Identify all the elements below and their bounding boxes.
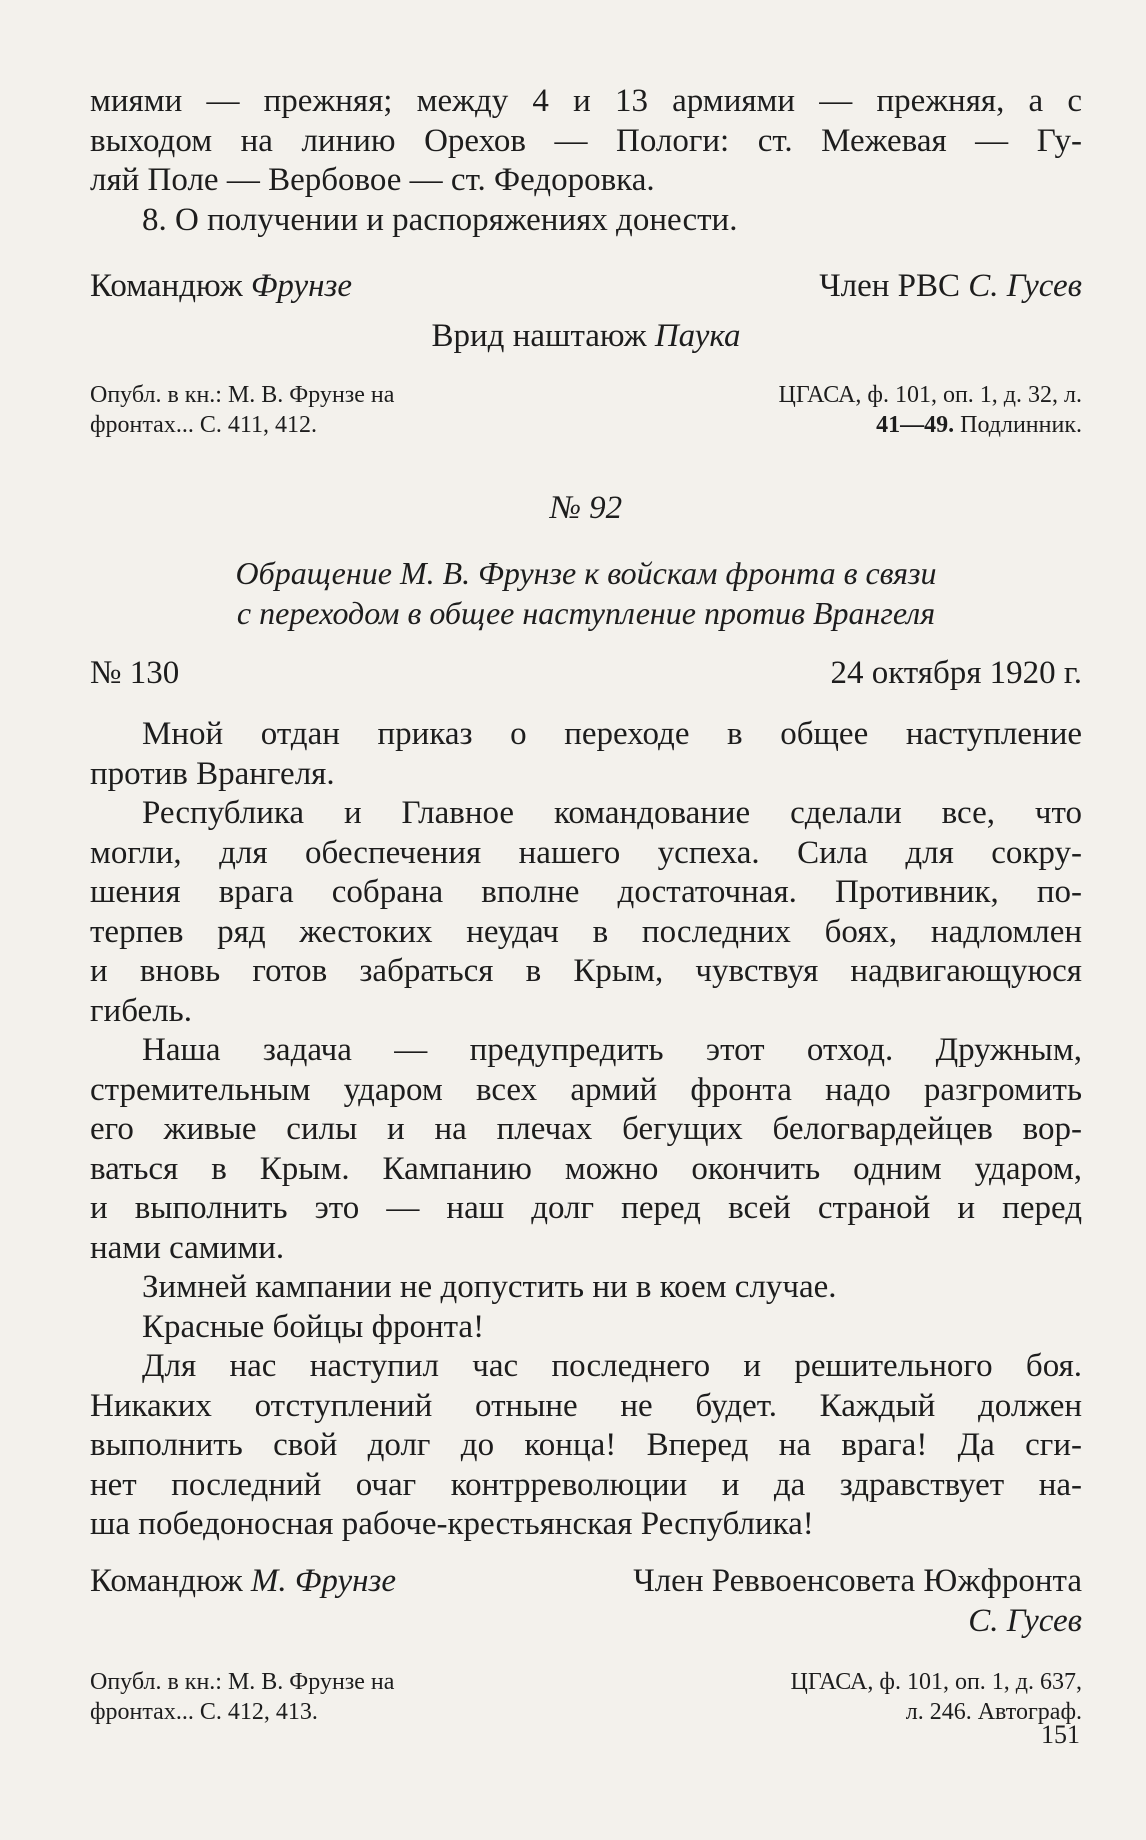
text-line: Республика и Главное командование сделали все, что (142, 795, 1082, 831)
text-line: ваться в Крым. Кампанию можно окончить одним ударом, (90, 1150, 1082, 1187)
text-line: гибель. (90, 992, 192, 1029)
signature-commander: Командюж М. Фрунзе (90, 1562, 397, 1599)
text-line: Для нас наступил час последнего и решительного боя. (142, 1348, 1082, 1384)
source-note-2 (90, 1667, 1082, 1727)
text-line: нами самими. (90, 1229, 285, 1266)
text-line: ляй Поле — Вербовое — ст. Федоровка. (90, 162, 655, 198)
text-line: миями — прежняя; между 4 и 13 армиями — прежняя, а с (90, 83, 1082, 119)
text-line: его живые силы и на плечах бегущих белогвардейцев вор- (90, 1111, 1082, 1147)
signature-revvoensovet-member: Член Реввоенсовета Южфронта (633, 1562, 1082, 1599)
appeal-body (90, 715, 1082, 1545)
document-page (90, 82, 1082, 1727)
page-number: 151 (1041, 1720, 1080, 1749)
text-line: выполнить свой долг до конца! Вперед на врага! Да сги- (90, 1427, 1082, 1463)
order-number: № 130 (90, 655, 180, 691)
text-line: и выполнить это — наш долг перед всей страной и перед (90, 1190, 1082, 1226)
order-date: 24 октября 1920 г. (830, 655, 1082, 691)
text-line: терпев ряд жестоких неудач в последних боях, надломлен (90, 913, 1082, 950)
signature-chief-of-staff: Врид наштаюж Паука (431, 318, 741, 354)
text-line: стремительным ударом всех армий фронта надо разгромить (90, 1071, 1082, 1108)
text-line: нет последний очаг контрреволюции и да здравствует на- (90, 1466, 1082, 1503)
text-line: ша победоносная рабоче-крестьянская Республика! (90, 1506, 814, 1542)
signatures-block-2 (90, 1561, 1082, 1641)
publication-reference: Опубл. в кн.: М. В. Фрунзе на фронтах... С. 411, 412. (90, 382, 395, 438)
text-line: Мной отдан приказ о переходе в общее наступление (142, 716, 1082, 752)
text-line: и вновь готов забраться в Крым, чувствуя надвигающуюся (90, 953, 1082, 989)
text-line: шения врага собрана вполне достаточная. Противник, по- (90, 874, 1082, 910)
signature-name: С. Гусев (968, 1602, 1082, 1639)
text-line: Красные бойцы фронта! (142, 1308, 485, 1345)
order-number-date (90, 653, 1082, 693)
signature-rvs-member: Член РВС С. Гусев (819, 268, 1082, 304)
publication-reference: Опубл. в кн.: М. В. Фрунзе на фронтах... С. 412, 413. (90, 1668, 395, 1725)
text-line: Никаких отступлений отныне не будет. Каждый должен (90, 1387, 1082, 1424)
document-title: Обращение М. В. Фрунзе к войскам фронта в связи с переходом в общее наступление против Врангеля (235, 555, 937, 631)
archive-reference: ЦГАСА, ф. 101, оп. 1, д. 32, л. 41—49. Подлинник. (778, 382, 1082, 438)
text-line: могли, для обеспечения нашего успеха. Сила для сокру- (90, 834, 1082, 871)
signature-commander: Командюж Фрунзе (90, 268, 353, 304)
continuation-text (90, 82, 1082, 240)
signatures-block-1 (90, 266, 1082, 356)
document-number: № 92 (549, 490, 623, 526)
text-line: выходом на линию Орехов — Пологи: ст. Межевая — Гу- (90, 122, 1082, 159)
text-line: 8. О получении и распоряжениях донести. (142, 201, 738, 238)
text-line: против Врангеля. (90, 755, 335, 792)
text-line: Зимней кампании не допустить ни в коем случае. (142, 1269, 837, 1305)
source-note-1 (90, 380, 1082, 440)
text-line: Наша задача — предупредить этот отход. Дружным, (142, 1032, 1082, 1068)
archive-reference: ЦГАСА, ф. 101, оп. 1, д. 637, л. 246. Автограф. (790, 1668, 1082, 1725)
